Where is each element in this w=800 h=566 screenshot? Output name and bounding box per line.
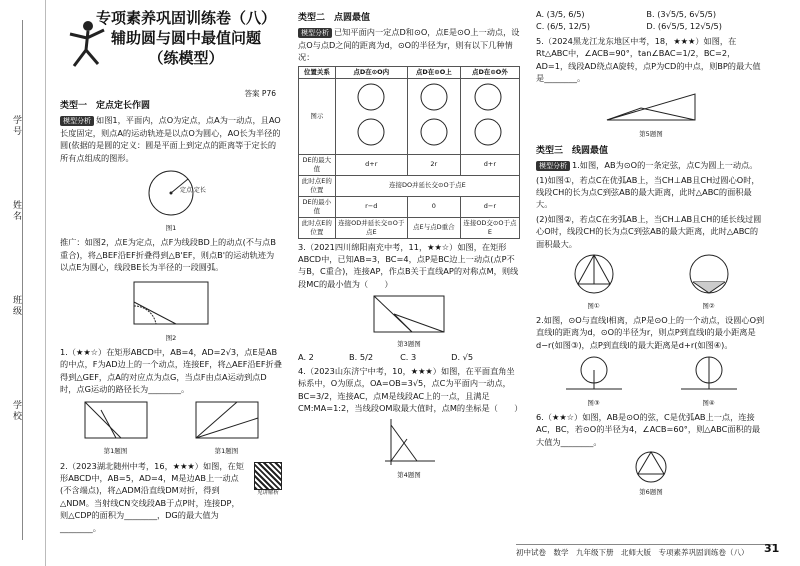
model-text-1: 1.如图，AB为⊙O的一条定弦，点C为圆上一动点。 [572,160,758,171]
figure-model-1 [570,252,618,296]
table-cell: d−r [460,196,519,217]
figure-2-caption: 图2 [165,333,177,342]
table-row-label: DE的最大值 [299,154,336,175]
question-4: 4.（2023山东济宁中考，10，★★★）如图，在平面直角坐标系中，O为原点，OA=OB=3√5，点C为平面内一动点，BC=3/2，连接AC，点M是线段AC上的一点，且满足CM:MA=1:2，当线段OM取最大值时，点M的坐标是（ ） [298,366,523,414]
figure-q4-caption: 第4题图 [397,470,421,479]
point-circle-table [298,66,520,239]
q4-option-d[interactable]: D. (6√5/5, 12√5/5) [646,21,722,32]
figure-q5-caption: 第5题图 [639,130,663,139]
q3-option-c[interactable]: C. 3 [400,351,417,362]
table-cell: 点E与点D重合 [407,217,460,238]
figure-model-1-caption: 图① [587,301,600,310]
column-1 [60,8,282,536]
table-cell: 2r [407,154,460,175]
qr-label: 见讲解析 [256,489,279,496]
table-row-label: 此时点E的位置 [299,217,336,238]
figure-1-label: 定点 定长 [180,187,206,195]
figure-q3-caption: 第3题图 [397,340,421,349]
figure-q5 [601,86,701,126]
table-cell: r−d [335,196,407,217]
table-cell: d+r [460,154,519,175]
figure-model-2 [685,252,733,296]
table-cell: 连接OD交⊙O于点E [460,217,519,238]
figure-q1-caption-a: 第1题图 [103,447,128,456]
figure-model-2-caption: 图② [702,301,715,310]
column-3 [536,8,766,499]
section-2-title: 类型二 点圆最值 [298,13,371,23]
margin-label-name: 姓名 [11,200,21,222]
binding-margin [0,0,46,566]
model-tag: 模型分析 [536,161,570,171]
section-1-title: 类型一 定点定长作圆 [60,101,151,111]
qr-code[interactable] [254,462,282,490]
margin-label-id: 学号 [11,115,21,137]
margin-label-school: 学校 [11,400,21,422]
model-tag: 模型分析 [298,28,332,38]
table-header: 点D在⊙O上 [407,66,460,78]
athlete-illustration [60,16,110,76]
page-footer: 初中试卷 数学 九年级下册 北师大版 专项素养巩固训练卷（八） [516,544,776,558]
question-1: 1.（★★☆）在矩形ABCD中，AB=4，AD=2√3，点E是AB的中点，F为AD边上的一个动点，连接EF，将△AEF沿EF折叠得到△GEF，点A的对应点为点G，当点F由点A运动到点D时，点G运动的路径长为________。 [60,347,282,395]
section-3-title: 类型三 线圆最值 [536,145,609,156]
figure-q1-b [192,398,262,442]
section-2-intro: 已知平面内一定点D和⊙O，点E是⊙O上一动点，设点O与点D之间的距离为d，⊙O的半径为r，则有以下几种情况： [298,27,520,63]
answer-ref: 答案 P76 [244,89,276,98]
page-title-line3: （练模型） [148,49,224,67]
page-title-line2: 辅助圆与圆中最值问题 [110,29,261,47]
figure-1-caption: 图1 [165,224,177,233]
figure-q1-caption-b: 第1题图 [214,447,239,456]
margin-line [22,20,23,540]
table-header: 点D在⊙O外 [460,66,519,78]
table-header: 位置关系 [299,66,336,78]
question-2: 2.（2023湖北随州中考，16，★★★）如图，在矩形ABCD中，AB=5，AD=4，M是边AB上一动点(不含端点)，将△ADM沿直线DM对折，得到△NDM。当射线CN交线段AB于点P时，连接DP，则△CDP的面积为________，DG的最大值为________。 [60,460,244,533]
extension-text: 推广：如图2，点E为定点，点F为线段BD上的动点(不与点B重合)，将△BEF沿EF折叠得到△B'EF，则点B'的运动轨迹为以点E为圆心，线段BE长为半径的一段圆弧。 [60,237,276,273]
table-row-label: 此时点E的位置 [299,175,336,196]
figure-2 [126,276,216,330]
q3-option-a[interactable]: A. 2 [298,351,314,362]
margin-label-class: 班级 [11,295,21,317]
table-header: 点D在⊙O内 [335,66,407,78]
page-title-line1: 专项素养巩固训练卷（八） [95,9,276,27]
question-6: 6.（★★☆）如图，AB是⊙O的弦，C是优弧AB上一点，连接AC，BC，若⊙O的半径为4，∠ACB=60°，则△ABC面积的最大值为________。 [536,411,761,447]
page-number: 31 [764,542,780,555]
model-tag: 模型分析 [60,116,94,126]
table-row-label: 图示 [299,78,336,154]
table-cell: d+r [335,154,407,175]
table-figure-on [410,80,458,150]
q4-option-c[interactable]: C. (6/5, 12/5) [536,21,591,32]
question-5: 5.（2024黑龙江龙东地区中考，18，★★★）如图，在Rt△ABC中，∠ACB=90°，tan∠BAC=1/2，BC=2，AD=1，线段AD绕点A旋转，点P为CD的中点，则BP的最大值是________。 [536,35,761,84]
table-figure-inside [347,80,395,150]
q3-option-b[interactable]: B. 5/2 [349,351,374,362]
figure-model-4-caption: 图④ [702,398,715,407]
figure-q6 [626,450,676,484]
figure-q1-a [81,398,151,442]
model-text-1a: (1)如图①，若点C在优弧AB上，当CH⊥AB且CH过圆心O时，线段CH的长为点C到弦AB的最大距离，此时△ABC的面积最大。 [536,174,760,210]
question-3: 3.（2021四川绵阳南充中考，11，★★☆）如图，在矩形ABCD中，已知AB=3，BC=4，点P是BC边上一动点(点P不与B，C重合)，连接AP，作点B关于直线AP的对称点M，则线段MC的最小值为（ ） [298,241,519,289]
figure-q4 [377,417,441,467]
table-cell: 0 [407,196,460,217]
table-figure-outside [466,80,514,150]
figure-1 [136,166,206,220]
table-row-label: DE的最小值 [299,196,336,217]
figure-model-4 [679,353,739,393]
table-cell: 连接DO并延长交⊙O于点E [335,175,519,196]
section-1-intro: 如图1，平面内，点O为定点，点A为一动点，且AO长度固定，则点A的运动轨迹是以点O为圆心，AO长为半径的圆(依据的是圆的定义：圆是平面上到定点的距离等于定长的所有点组成的图形。 [60,115,281,163]
q4-option-b[interactable]: B. (3√5/5, 6√5/5) [646,9,717,19]
figure-q6-caption: 第6题图 [639,488,663,497]
column-2 [298,8,523,481]
q4-option-a[interactable]: A. (3/5, 6/5) [536,9,585,19]
q3-option-d[interactable]: D. √5 [451,351,474,362]
model-text-1b: (2)如图②，若点C在劣弧AB上，当CH⊥AB且CH的延长线过圆心O时，线段CH的长为点C到弦AB的最大距离，此时△ABC的面积最大。 [536,213,762,249]
figure-model-3 [564,353,624,393]
model-text-2: 2.如图，⊙O与直线l相离，点P是⊙O上的一个动点，设圆心O到直线l的距离为d，⊙O的半径为r，则点P到直线l的最小距离是d−r(如图③)，点P到直线l的最大距离是d+r(如图④)。 [536,314,765,350]
figure-model-3-caption: 图③ [587,398,600,407]
figure-q3 [364,292,454,336]
table-cell: 连接OD并延长交⊙O于点E [335,217,407,238]
